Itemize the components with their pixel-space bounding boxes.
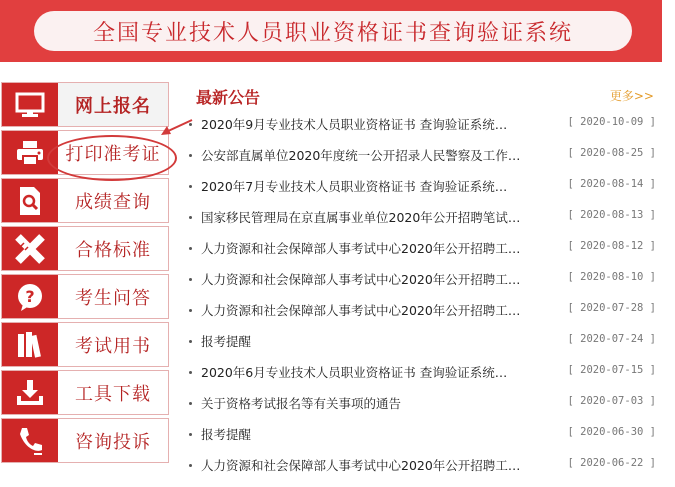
svg-text:?: ? <box>25 286 35 306</box>
bullet-icon <box>189 402 192 405</box>
bullet-icon <box>189 154 192 157</box>
bullet-icon <box>189 216 192 219</box>
menu-label: 考生问答 <box>75 287 151 309</box>
books-icon <box>2 323 58 366</box>
news-link[interactable]: 人力资源和社会保障部人事考试中心2020年公开招聘工… <box>201 458 521 473</box>
search-document-icon <box>2 179 58 222</box>
news-date: [ 2020-07-15 ] <box>567 364 656 376</box>
news-link[interactable]: 报考提醒 <box>201 334 252 349</box>
phone-icon <box>2 419 58 462</box>
menu-item-score-query[interactable] <box>1 178 169 223</box>
news-title: 最新公告 <box>196 88 261 107</box>
news-item <box>188 234 666 265</box>
bullet-icon <box>189 278 192 281</box>
side-menu <box>1 82 169 466</box>
site-header <box>0 0 662 62</box>
news-list <box>188 110 666 482</box>
menu-label: 合格标准 <box>75 239 151 261</box>
menu-label: 考试用书 <box>75 335 151 357</box>
bullet-icon <box>189 371 192 374</box>
news-header <box>188 82 666 110</box>
news-item <box>188 110 666 141</box>
menu-label: 工具下载 <box>75 383 151 405</box>
news-link[interactable]: 公安部直属单位2020年度统一公开招录人民警察及工作… <box>201 148 521 163</box>
menu-item-exam-books[interactable] <box>1 322 169 367</box>
news-item <box>188 358 666 389</box>
bullet-icon <box>189 123 192 126</box>
news-date: [ 2020-08-13 ] <box>567 209 656 221</box>
bullet-icon <box>189 309 192 312</box>
menu-item-tool-download[interactable] <box>1 370 169 415</box>
menu-label: 成绩查询 <box>75 191 151 213</box>
news-date: [ 2020-10-09 ] <box>567 116 656 128</box>
menu-label: 网上报名 <box>75 95 151 117</box>
ruler-pencil-icon <box>2 227 58 270</box>
bullet-icon <box>189 185 192 188</box>
menu-label: 打印准考证 <box>65 143 161 165</box>
menu-label: 咨询投诉 <box>75 431 151 453</box>
news-item <box>188 203 666 234</box>
news-date: [ 2020-06-30 ] <box>567 426 656 438</box>
news-link[interactable]: 人力资源和社会保障部人事考试中心2020年公开招聘工… <box>201 272 521 287</box>
news-date: [ 2020-07-03 ] <box>567 395 656 407</box>
news-item <box>188 327 666 358</box>
news-link[interactable]: 关于资格考试报名等有关事项的通告 <box>201 396 402 411</box>
news-panel <box>188 82 666 482</box>
news-date: [ 2020-06-22 ] <box>567 457 656 469</box>
news-date: [ 2020-08-12 ] <box>567 240 656 252</box>
menu-item-consult-complaint[interactable] <box>1 418 169 463</box>
news-link[interactable]: 报考提醒 <box>201 427 252 442</box>
news-date: [ 2020-07-28 ] <box>567 302 656 314</box>
bullet-icon <box>189 433 192 436</box>
news-link[interactable]: 人力资源和社会保障部人事考试中心2020年公开招聘工… <box>201 241 521 256</box>
monitor-icon <box>2 83 58 126</box>
question-bubble-icon <box>2 275 58 318</box>
news-link[interactable]: 国家移民管理局在京直属事业单位2020年公开招聘笔试… <box>201 210 521 225</box>
news-link[interactable]: 2020年6月专业技术人员职业资格证书 查询验证系统… <box>201 365 508 380</box>
more-link[interactable]: 更多>> <box>609 89 654 103</box>
news-item <box>188 420 666 451</box>
menu-item-print-admission-ticket[interactable] <box>1 130 169 175</box>
bullet-icon <box>189 247 192 250</box>
news-date: [ 2020-08-10 ] <box>567 271 656 283</box>
news-item <box>188 296 666 327</box>
bullet-icon <box>189 340 192 343</box>
news-item <box>188 389 666 420</box>
news-link[interactable]: 2020年7月专业技术人员职业资格证书 查询验证系统… <box>201 179 508 194</box>
news-item <box>188 265 666 296</box>
menu-item-pass-standard[interactable] <box>1 226 169 271</box>
news-date: [ 2020-08-14 ] <box>567 178 656 190</box>
news-item <box>188 172 666 203</box>
printer-icon <box>2 131 58 174</box>
news-item <box>188 141 666 172</box>
news-link[interactable]: 2020年9月专业技术人员职业资格证书 查询验证系统… <box>201 117 508 132</box>
news-date: [ 2020-08-25 ] <box>567 147 656 159</box>
news-item <box>188 451 666 482</box>
download-icon <box>2 371 58 414</box>
news-date: [ 2020-07-24 ] <box>567 333 656 345</box>
menu-item-candidate-faq[interactable] <box>1 274 169 319</box>
bullet-icon <box>189 464 192 467</box>
site-title: 全国专业技术人员职业资格证书查询验证系统 <box>34 11 632 51</box>
menu-item-online-registration[interactable] <box>1 82 169 127</box>
news-link[interactable]: 人力资源和社会保障部人事考试中心2020年公开招聘工… <box>201 303 521 318</box>
